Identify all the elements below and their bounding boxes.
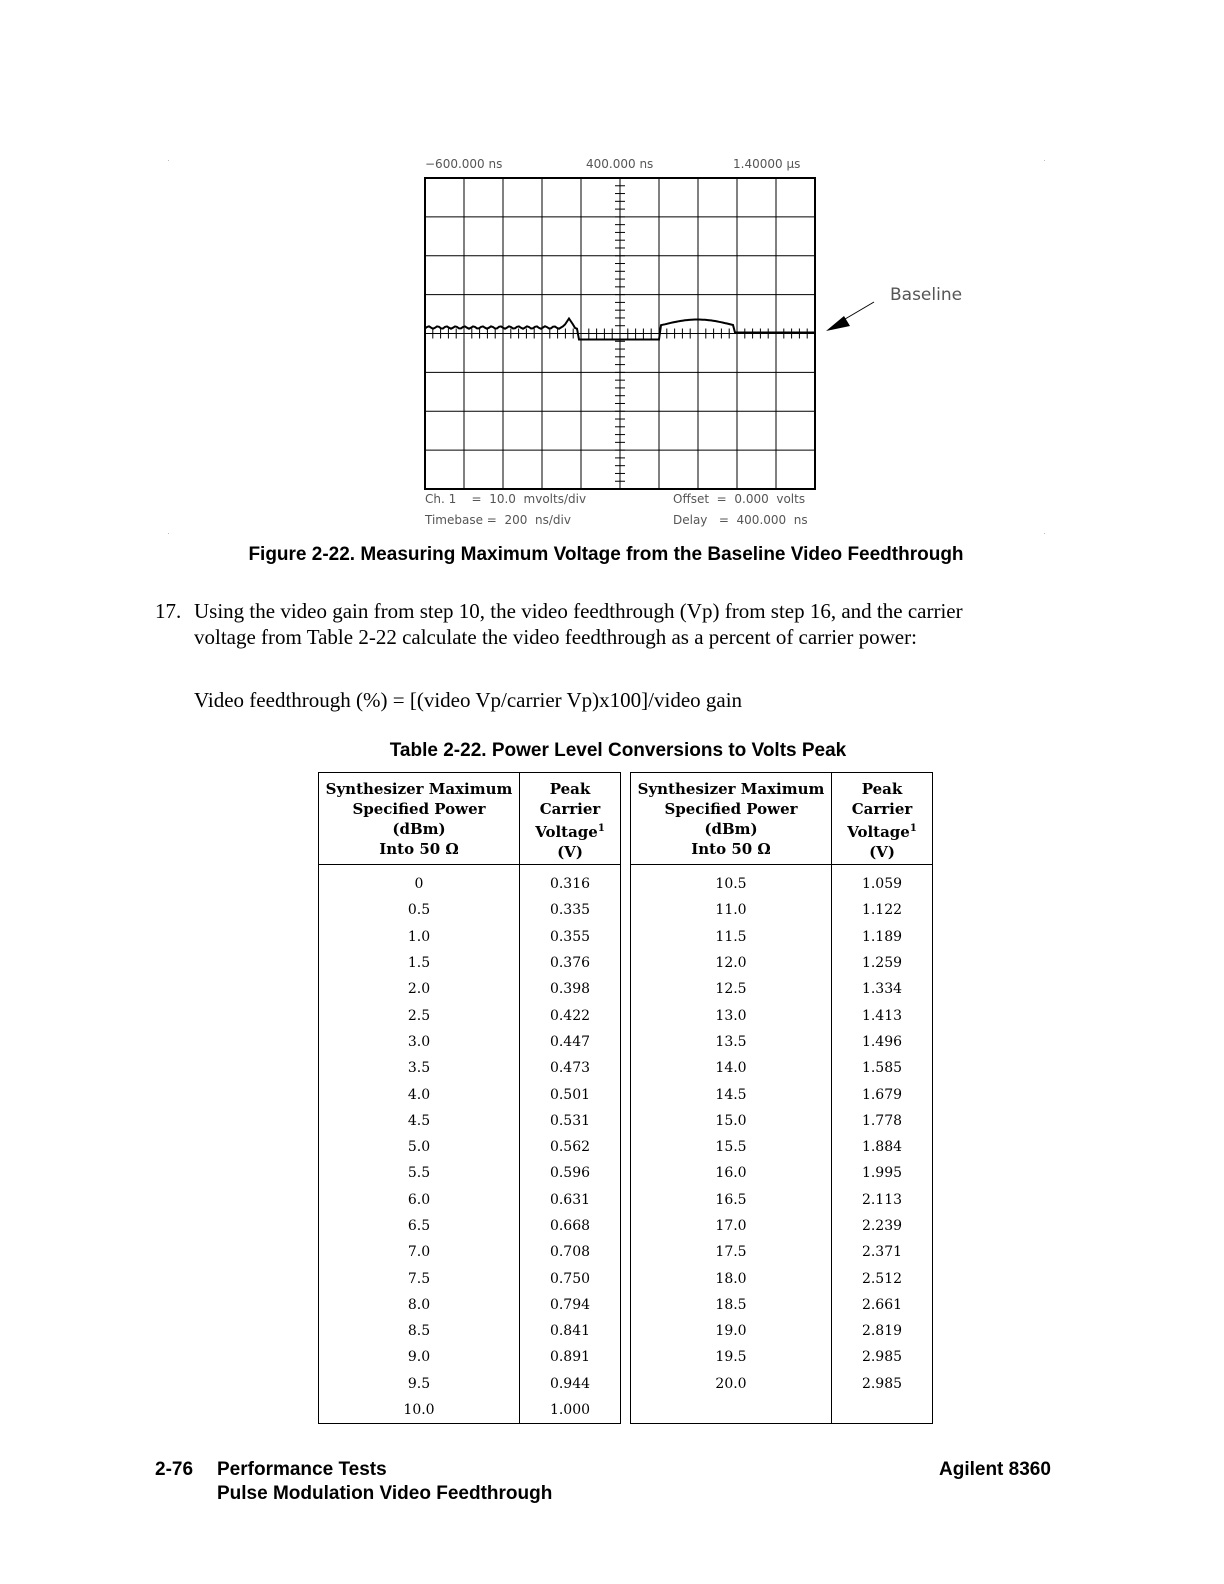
scope-delay: Delay = 400.000 ns xyxy=(673,513,808,527)
footer-page-number: 2-76 xyxy=(155,1459,194,1480)
power-cell: 2.5 xyxy=(319,1002,520,1028)
table-row xyxy=(319,1002,621,1028)
voltage-cell: 0.422 xyxy=(549,1007,591,1024)
table-row xyxy=(631,1108,933,1134)
table-row xyxy=(319,897,621,923)
table-row xyxy=(631,976,933,1002)
power-cell: 0.5 xyxy=(319,897,520,923)
voltage-cell: 0.447 xyxy=(549,1033,591,1050)
voltage-cell: 1.189 xyxy=(861,928,903,945)
voltage-cell: 0.562 xyxy=(549,1139,591,1156)
footer-subsection: Pulse Modulation Video Feedthrough xyxy=(217,1483,553,1504)
table-row xyxy=(631,1292,933,1318)
power-cell: 6.5 xyxy=(319,1213,520,1239)
table-row xyxy=(319,1265,621,1291)
header-voltage: Peak Carrier Voltage$^1$ (V) xyxy=(832,773,933,865)
step-text: Using the video gain from step 10, the video feedthrough (Vp) from step 16, and the carrier voltage from Table 2-22 calculate the video feedthrough as a percent of carrier power: xyxy=(194,599,963,649)
power-cell: 14.5 xyxy=(631,1081,832,1107)
table-title: Table 2-22. Power Level Conversions to Volts Peak xyxy=(389,740,847,761)
scope-channel: Ch. 1 = 10.0 mvolts/div xyxy=(425,492,587,506)
voltage-cell: 0.376 xyxy=(549,955,591,972)
power-cell: 12.5 xyxy=(631,976,832,1002)
voltage-cell: 1.122 xyxy=(861,902,903,919)
power-cell: 15.5 xyxy=(631,1134,832,1160)
power-cell: 17.5 xyxy=(631,1239,832,1265)
power-cell: 2.0 xyxy=(319,976,520,1002)
voltage-cell: 2.661 xyxy=(861,1296,903,1313)
voltage-cell: 0.750 xyxy=(549,1270,591,1287)
table-row xyxy=(631,1213,933,1239)
voltage-cell: 0.944 xyxy=(549,1375,591,1392)
scope-time-center: 400.000 ns xyxy=(586,157,654,171)
voltage-cell: 2.239 xyxy=(861,1218,903,1234)
table-row xyxy=(319,865,621,898)
registration-marks xyxy=(168,160,1045,534)
voltage-cell: 2.113 xyxy=(861,1191,903,1208)
voltage-cell: 0.398 xyxy=(549,981,591,998)
scope-offset: Offset = 0.000 volts xyxy=(673,492,806,506)
power-cell: 12.0 xyxy=(631,950,832,976)
voltage-cell: 1.413 xyxy=(861,1007,903,1024)
voltage-cell: 1.059 xyxy=(861,876,903,893)
empty-cell xyxy=(631,1397,832,1424)
voltage-cell: 2.371 xyxy=(861,1244,903,1261)
power-cell: 4.0 xyxy=(319,1081,520,1107)
table-body-left xyxy=(319,865,621,1424)
power-cell: 11.0 xyxy=(631,897,832,923)
voltage-cell: 0.596 xyxy=(549,1165,591,1182)
voltage-cell: 0.708 xyxy=(549,1244,591,1261)
voltage-cell: 0.316 xyxy=(549,876,591,893)
table-row xyxy=(631,1344,933,1370)
table-row xyxy=(631,1318,933,1344)
scope-display xyxy=(0,0,1224,560)
table-row xyxy=(631,1187,933,1213)
table-row xyxy=(319,1187,621,1213)
power-cell: 9.0 xyxy=(319,1344,520,1370)
voltage-cell: 0.501 xyxy=(549,1086,591,1103)
voltage-cell: 2.985 xyxy=(861,1349,903,1366)
power-cell: 10.5 xyxy=(631,865,832,898)
table-row xyxy=(319,1397,621,1424)
table-row xyxy=(319,1213,621,1239)
power-cell: 3.5 xyxy=(319,1055,520,1081)
power-cell: 5.5 xyxy=(319,1160,520,1186)
power-cell: 8.0 xyxy=(319,1292,520,1318)
voltage-cell: 1.585 xyxy=(861,1060,903,1077)
header-power: Synthesizer Maximum Specified Power (dBm) Into 50 Ω xyxy=(319,773,520,865)
power-cell: 14.0 xyxy=(631,1055,832,1081)
baseline-label: Baseline xyxy=(890,285,963,305)
scope-timebase: Timebase = 200 ns/div xyxy=(425,513,571,527)
table-row xyxy=(631,1134,933,1160)
power-cell: 19.5 xyxy=(631,1344,832,1370)
table-row xyxy=(631,1239,933,1265)
table-row xyxy=(319,1318,621,1344)
power-cell: 19.0 xyxy=(631,1318,832,1344)
power-cell: 13.0 xyxy=(631,1002,832,1028)
step-formula: Video feedthrough (%) = [(video Vp/carrier Vp)x100]/video gain xyxy=(194,688,743,712)
table-row xyxy=(631,1029,933,1055)
voltage-cell: 0.473 xyxy=(549,1060,591,1077)
voltage-cell: 1.778 xyxy=(861,1112,903,1129)
voltage-cell: 0.355 xyxy=(549,928,591,945)
voltage-cell: 1.000 xyxy=(549,1402,591,1419)
power-cell: 18.0 xyxy=(631,1265,832,1291)
power-cell: 13.5 xyxy=(631,1029,832,1055)
power-cell: 3.0 xyxy=(319,1029,520,1055)
header-power: Synthesizer Maximum Specified Power (dBm) Into 50 Ω xyxy=(631,773,832,865)
table-row xyxy=(631,950,933,976)
step-number: 17. xyxy=(155,599,182,623)
voltage-cell: 0.531 xyxy=(549,1112,591,1129)
table-row xyxy=(631,1002,933,1028)
power-cell: 15.0 xyxy=(631,1108,832,1134)
table-row xyxy=(319,1371,621,1397)
voltage-cell: 0.631 xyxy=(549,1191,591,1208)
power-cell: 8.5 xyxy=(319,1318,520,1344)
table-body-right xyxy=(631,865,933,1424)
voltage-cell: 0.841 xyxy=(549,1323,591,1340)
voltage-cell: 0.335 xyxy=(549,902,591,919)
table-row xyxy=(319,924,621,950)
power-cell: 20.0 xyxy=(631,1371,832,1397)
table-row xyxy=(631,1160,933,1186)
power-cell: 9.5 xyxy=(319,1371,520,1397)
table-row xyxy=(631,1055,933,1081)
table-row xyxy=(319,950,621,976)
power-cell: 18.5 xyxy=(631,1292,832,1318)
power-cell: 5.0 xyxy=(319,1134,520,1160)
voltage-cell: 1.884 xyxy=(861,1139,903,1156)
table-row xyxy=(319,1055,621,1081)
footer-product: Agilent 8360 xyxy=(939,1459,1051,1480)
voltage-cell: 0.891 xyxy=(549,1349,591,1366)
voltage-cell: 0.668 xyxy=(549,1218,591,1234)
figure-caption: Figure 2-22. Measuring Maximum Voltage from the Baseline Video Feedthrough xyxy=(248,544,964,565)
scope-time-left: −600.000 ns xyxy=(425,157,503,171)
voltage-cell: 2.512 xyxy=(861,1270,903,1287)
conversion-table-right xyxy=(630,772,933,1424)
voltage-cell: 1.995 xyxy=(861,1165,903,1182)
scope-time-right: 1.40000 µs xyxy=(733,157,801,171)
table-row xyxy=(319,1134,621,1160)
power-cell: 1.5 xyxy=(319,950,520,976)
power-cell: 0 xyxy=(319,865,520,898)
table-row xyxy=(631,924,933,950)
voltage-cell: 2.819 xyxy=(861,1323,903,1340)
power-cell: 16.0 xyxy=(631,1160,832,1186)
voltage-cell: 1.334 xyxy=(861,981,903,998)
table-row xyxy=(319,1239,621,1265)
power-cell: 4.5 xyxy=(319,1108,520,1134)
table-row xyxy=(631,897,933,923)
power-cell: 6.0 xyxy=(319,1187,520,1213)
voltage-cell: 2.985 xyxy=(861,1375,903,1392)
power-cell: 1.0 xyxy=(319,924,520,950)
power-cell: 16.5 xyxy=(631,1187,832,1213)
table-row xyxy=(319,1344,621,1370)
voltage-cell: 1.679 xyxy=(861,1086,903,1103)
conversion-table-left xyxy=(318,772,621,1424)
table-row xyxy=(319,1029,621,1055)
table-row xyxy=(631,865,933,898)
table-row xyxy=(631,1081,933,1107)
table-row xyxy=(319,1081,621,1107)
table-row xyxy=(319,1292,621,1318)
voltage-cell: 1.259 xyxy=(861,955,903,972)
voltage-cell: 0.794 xyxy=(549,1296,591,1313)
power-cell: 7.5 xyxy=(319,1265,520,1291)
table-row xyxy=(319,1160,621,1186)
table-row xyxy=(631,1265,933,1291)
voltage-cell: 1.496 xyxy=(861,1033,903,1050)
table-row xyxy=(319,976,621,1002)
footer-section: Performance Tests xyxy=(217,1459,387,1480)
power-cell: 10.0 xyxy=(319,1397,520,1424)
table-row xyxy=(319,1108,621,1134)
power-cell: 11.5 xyxy=(631,924,832,950)
table-row xyxy=(631,1371,933,1397)
power-cell: 7.0 xyxy=(319,1239,520,1265)
table-row-empty xyxy=(631,1397,933,1424)
empty-cell xyxy=(832,1397,933,1424)
power-cell: 17.0 xyxy=(631,1213,832,1239)
header-voltage: Peak Carrier Voltage$^1$ (V) xyxy=(520,773,621,865)
